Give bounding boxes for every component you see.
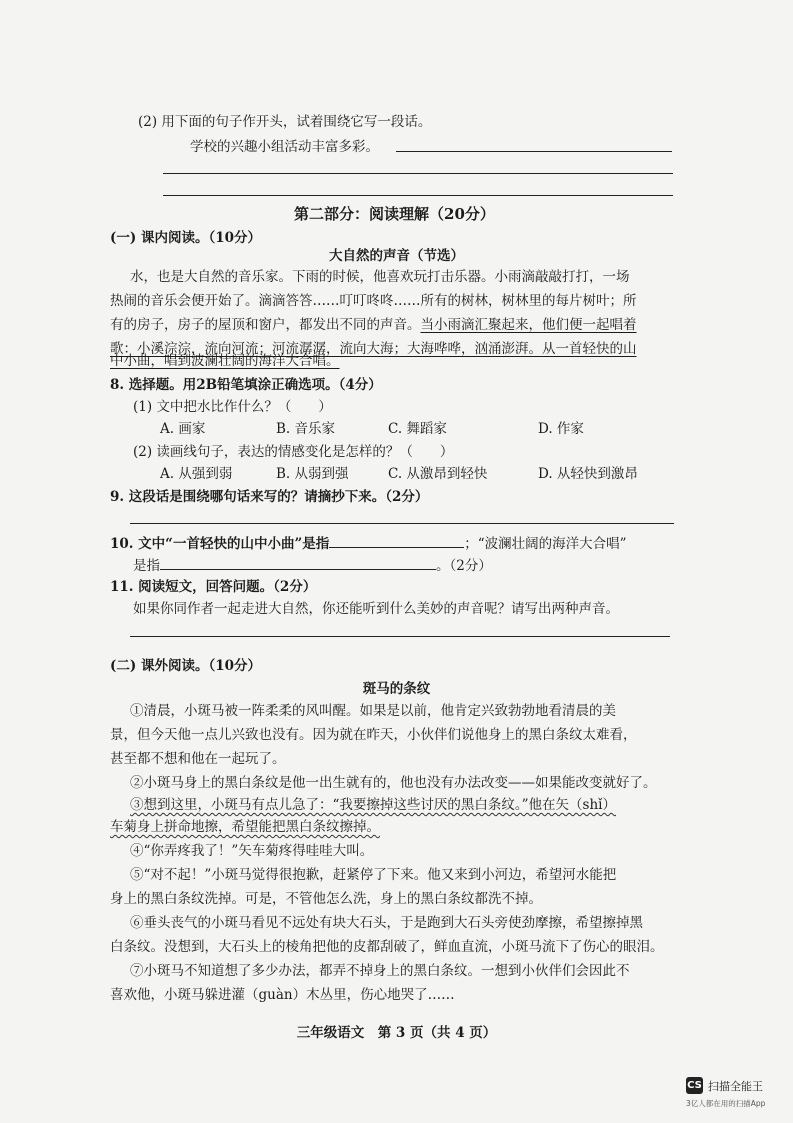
option: B. 音乐家 [276, 421, 336, 437]
passage-line: 身上的黑白条纹洗掉。可是，不管他怎么洗，身上的黑白条纹都洗不掉。 [110, 891, 542, 907]
option: C. 舞蹈家 [388, 421, 447, 437]
answer-line [130, 636, 670, 637]
page-footer [0, 1024, 793, 1042]
part1-heading: (一) 课内阅读。（10分） [110, 230, 262, 246]
underlined-sentence: 当小雨滴汇聚起来，他们便一起唱着 [420, 317, 637, 333]
passage-line [110, 316, 637, 334]
part2-heading: (二) 课外阅读。（10分） [110, 658, 262, 674]
option: B. 从弱到强 [276, 466, 349, 482]
passage-line: ①清晨，小斑马被一阵柔柔的风叫醒。如果是以前，他肯定兴致勃勃地看清晨的美 [130, 703, 616, 719]
q8-stem: 8. 选择题。用2B铅笔填涂正确选项。（4分） [110, 377, 382, 393]
passage-title [0, 247, 793, 265]
camscanner-logo-icon: CS [686, 1077, 703, 1094]
q10-line1 [110, 533, 627, 553]
q11-stem: 11. 阅读短文，回答问题。（2分） [110, 579, 317, 595]
passage2-title-text: 斑马的条纹 [362, 681, 431, 697]
passage-line: 景，但今天他一点儿兴致也没有。因为就在昨天，小伙伴们说他身上的黑白条纹太难看， [110, 727, 637, 743]
passage-title-text: 大自然的声音（节选） [329, 248, 464, 264]
passage-line: ④“你弄疼我了！”矢车菊疼得哇哇大叫。 [130, 843, 374, 859]
opening-sentence: 学校的兴趣小组活动丰富多彩。 [190, 139, 379, 155]
passage-line: ⑤“对不起！”小斑马觉得很抱歉，赶紧停了下来。他又来到小河边，希望河水能把 [130, 867, 617, 883]
page-footer-text: 三年级语文 第 3 页（共 4 页） [296, 1025, 497, 1041]
q10-part-b: ；“波澜壮阔的海洋大合唱” [464, 536, 627, 552]
question-2-prompt: (2) 用下面的句子作开头，试着围绕它写一段话。 [138, 114, 432, 130]
q8-sub1: (1) 文中把水比作什么？（ ） [133, 399, 332, 415]
q8-sub2: (2) 读画线句子，表达的情感变化是怎样的？（ ） [133, 444, 454, 460]
wavy-underlined-line: 车菊身上拼命地擦，希望能把黑白条纹擦掉。 [110, 819, 380, 835]
passage-line: ⑥垂头丧气的小斑马看见不远处有块大石头，于是跑到大石头旁使劲摩擦，希望擦掉黑 [130, 915, 643, 931]
option: C. 从激昂到轻快 [388, 466, 488, 482]
option: A. 从强到弱 [160, 466, 233, 482]
passage-line: 白条纹。没想到，大石头上的棱角把他的皮都刮破了，鲜血直流，小斑马流下了伤心的眼泪。 [110, 939, 664, 955]
q9-stem: 9. 这段话是围绕哪句话来写的？请摘抄下来。（2分） [110, 489, 429, 505]
answer-line [130, 523, 674, 524]
scanner-watermark [686, 1077, 763, 1094]
section-title-text: 第二部分：阅读理解（20分） [294, 205, 495, 223]
q10-part-d: 。（2分） [436, 558, 492, 574]
wavy-underlined-line: ③想到这里，小斑马有点儿急了：“我要擦掉这些讨厌的黑白条纹。”他在矢（shǐ） [130, 797, 616, 813]
passage-line: ②小斑马身上的黑白条纹是他一出生就有的，他也没有办法改变——如果能改变就好了。 [130, 775, 657, 791]
answer-line [396, 151, 672, 152]
answer-line [163, 173, 673, 174]
option: D. 作家 [538, 421, 584, 437]
answer-line [163, 195, 673, 196]
passage-line: 甚至都不想和他在一起玩了。 [110, 751, 286, 767]
underlined-sentence: 歌：小溪淙淙，流向河流；河流潺潺，流向大海；大海哗哗，汹涌澎湃。从一首轻快的山 [110, 341, 637, 357]
q11-prompt: 如果你同作者一起走进大自然，你还能听到什么美妙的声音呢？请写出两种声音。 [133, 601, 619, 617]
q10-part-a: 10. 文中“一首轻快的山中小曲”是指 [110, 536, 330, 552]
passage-line: 喜欢他，小斑马躲进灌（guàn）木丛里，伤心地哭了…… [110, 987, 455, 1003]
app-tagline: 3亿人都在用的扫描App [686, 1099, 766, 1108]
passage-line: 热闹的音乐会便开始了。滴滴答答……叮叮咚咚……所有的树林，树林里的每片树叶；所 [110, 293, 637, 309]
passage-line: 水，也是大自然的音乐家。下雨的时候，他喜欢玩打击乐器。小雨滴敲敲打打，一场 [130, 269, 630, 285]
blank [329, 533, 464, 548]
option: A. 画家 [160, 421, 206, 437]
option: D. 从轻快到激昂 [538, 466, 638, 482]
q10-part-c: 是指 [133, 558, 160, 574]
passage2-title [0, 680, 793, 698]
q10-line2 [133, 555, 492, 575]
passage-line: ⑦小斑马不知道想了多少办法，都弄不掉身上的黑白条纹。一想到小伙伴们会因此不 [130, 963, 630, 979]
blank [160, 555, 436, 570]
underlined-sentence: 中小曲，唱到波澜壮阔的海洋大合唱。 [110, 353, 340, 369]
section-title [0, 205, 793, 223]
passage-text: 有的房子，房子的屋顶和窗户，都发出不同的声音。 [110, 317, 421, 333]
app-name: 扫描全能王 [708, 1079, 763, 1093]
